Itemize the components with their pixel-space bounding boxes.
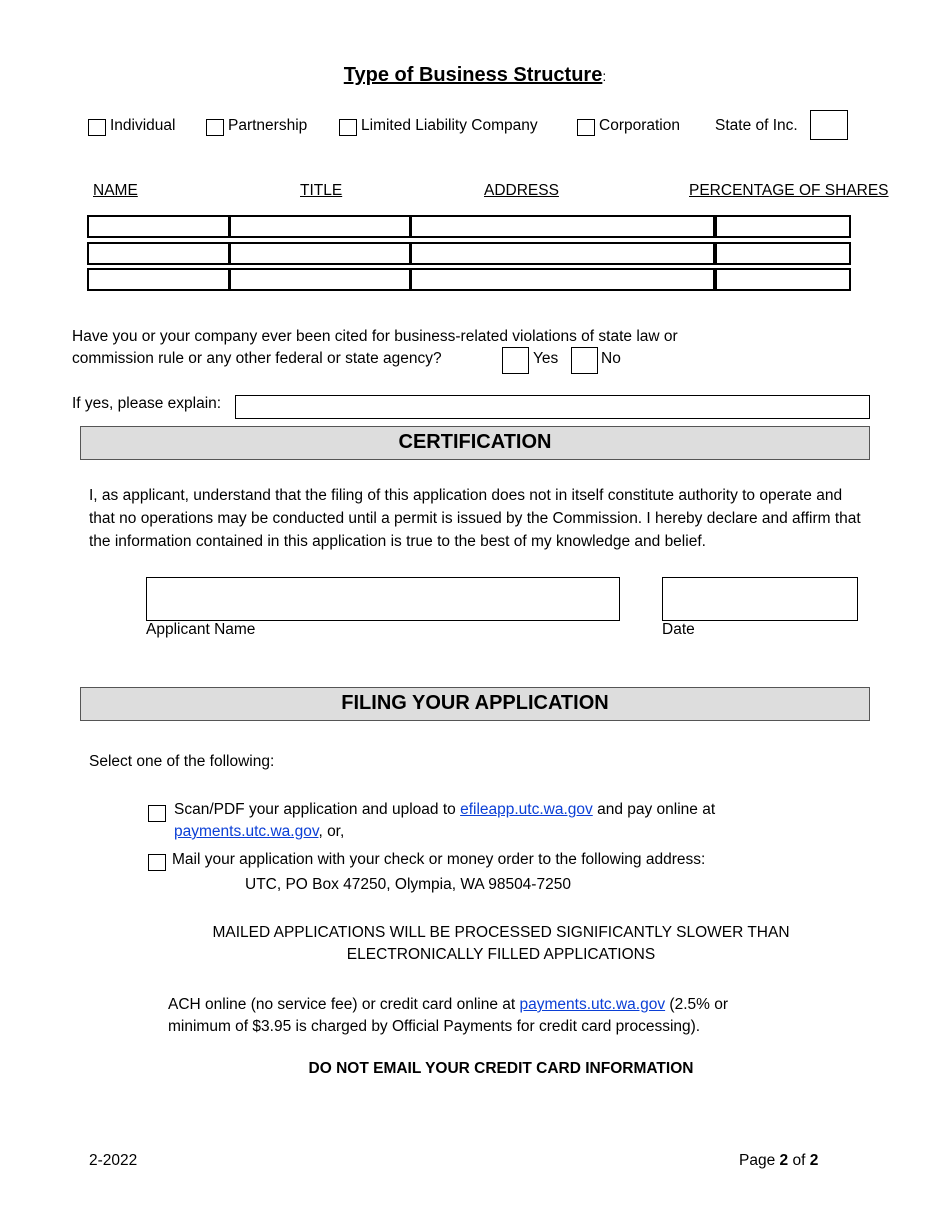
partnership-checkbox[interactable] <box>206 119 224 136</box>
table-cell-percentage-2[interactable] <box>715 242 851 265</box>
individual-label: Individual <box>110 117 176 134</box>
certification-body: I, as applicant, understand that the filing of this application does not in itself constitute authority to operate and that no operations may be conducted until a permit is issued by the Commission. I hereby declare and affirm that the information contained in this application is true to the best of my knowledge and belief. <box>89 487 861 550</box>
payment-link[interactable]: payments.utc.wa.gov <box>519 996 666 1013</box>
page-label: Page <box>739 1152 780 1169</box>
payment-line1 <box>168 996 728 1014</box>
corporation-label: Corporation <box>599 117 680 134</box>
table-cell-name-2[interactable] <box>87 242 230 265</box>
header-percentage: PERCENTAGE OF SHARES <box>689 182 889 199</box>
date-label: Date <box>662 621 695 638</box>
efile-text-c: , or, <box>318 823 345 840</box>
header-address: ADDRESS <box>484 182 559 199</box>
efile-option-checkbox[interactable] <box>148 805 166 822</box>
table-cell-percentage-1[interactable] <box>715 215 851 238</box>
table-cell-address-3[interactable] <box>410 268 715 291</box>
violations-yes-checkbox[interactable] <box>502 347 529 374</box>
table-cell-address-2[interactable] <box>410 242 715 265</box>
payment-text-a: ACH online (no service fee) or credit card online at <box>168 996 520 1013</box>
individual-checkbox[interactable] <box>88 119 106 136</box>
form-number: 2-2022 <box>89 1152 138 1169</box>
llc-checkbox[interactable] <box>339 119 357 136</box>
table-cell-title-3[interactable] <box>229 268 411 291</box>
mail-address: UTC, PO Box 47250, Olympia, WA 98504-7250 <box>245 876 571 893</box>
efile-option-line2 <box>174 823 344 841</box>
explain-label: If yes, please explain: <box>72 395 222 412</box>
applicant-name-input[interactable] <box>146 577 620 621</box>
state-of-inc-input[interactable] <box>810 110 848 140</box>
applicant-name-label: Applicant Name <box>146 621 256 638</box>
title-text: Type of Business Structure <box>343 64 603 86</box>
title-colon: : <box>602 68 607 84</box>
credit-card-warning: DO NOT EMAIL YOUR CREDIT CARD INFORMATION <box>308 1060 694 1077</box>
table-cell-address-1[interactable] <box>410 215 715 238</box>
table-cell-percentage-3[interactable] <box>715 268 851 291</box>
header-title: TITLE <box>300 182 343 199</box>
filing-heading: FILING YOUR APPLICATION <box>80 687 870 721</box>
header-name: NAME <box>93 182 138 199</box>
efile-text-a: Scan/PDF your application and upload to <box>174 801 461 818</box>
certification-heading: CERTIFICATION <box>80 426 870 460</box>
violations-question-line1: Have you or your company ever been cited for business-related violations of state law or <box>72 328 678 345</box>
table-cell-name-1[interactable] <box>87 215 230 238</box>
efile-option-line1 <box>174 801 715 819</box>
violations-yes-label: Yes <box>533 350 559 367</box>
payments-link[interactable]: payments.utc.wa.gov <box>174 823 319 840</box>
payment-line2: minimum of $3.95 is charged by Official Payments for credit card processing). <box>168 1018 701 1035</box>
mail-notice-line1: MAILED APPLICATIONS WILL BE PROCESSED SIGNIFICANTLY SLOWER THAN <box>212 924 790 941</box>
page-number <box>739 1152 818 1170</box>
table-cell-title-1[interactable] <box>229 215 411 238</box>
efile-link[interactable]: efileapp.utc.wa.gov <box>460 801 593 818</box>
state-of-inc-label: State of Inc. <box>715 117 798 134</box>
business-structure-title <box>0 64 950 87</box>
partnership-label: Partnership <box>228 117 308 134</box>
select-prompt: Select one of the following: <box>89 753 275 770</box>
page-of: of <box>788 1152 810 1169</box>
explain-input[interactable] <box>235 395 870 419</box>
corporation-checkbox[interactable] <box>577 119 595 136</box>
efile-text-b: and pay online at <box>592 801 716 818</box>
violations-no-label: No <box>601 350 621 367</box>
date-input[interactable] <box>662 577 858 621</box>
violations-question-line2: commission rule or any other federal or state agency? <box>72 350 442 367</box>
table-cell-title-2[interactable] <box>229 242 411 265</box>
mail-notice-line2: ELECTRONICALLY FILLED APPLICATIONS <box>346 946 656 963</box>
mail-option-text: Mail your application with your check or money order to the following address: <box>172 851 706 868</box>
table-cell-name-3[interactable] <box>87 268 230 291</box>
llc-label: Limited Liability Company <box>361 117 538 134</box>
violations-no-checkbox[interactable] <box>571 347 598 374</box>
page-total: 2 <box>809 1152 819 1169</box>
mail-option-checkbox[interactable] <box>148 854 166 871</box>
page-current: 2 <box>779 1152 789 1169</box>
payment-text-b: (2.5% or <box>665 996 728 1013</box>
